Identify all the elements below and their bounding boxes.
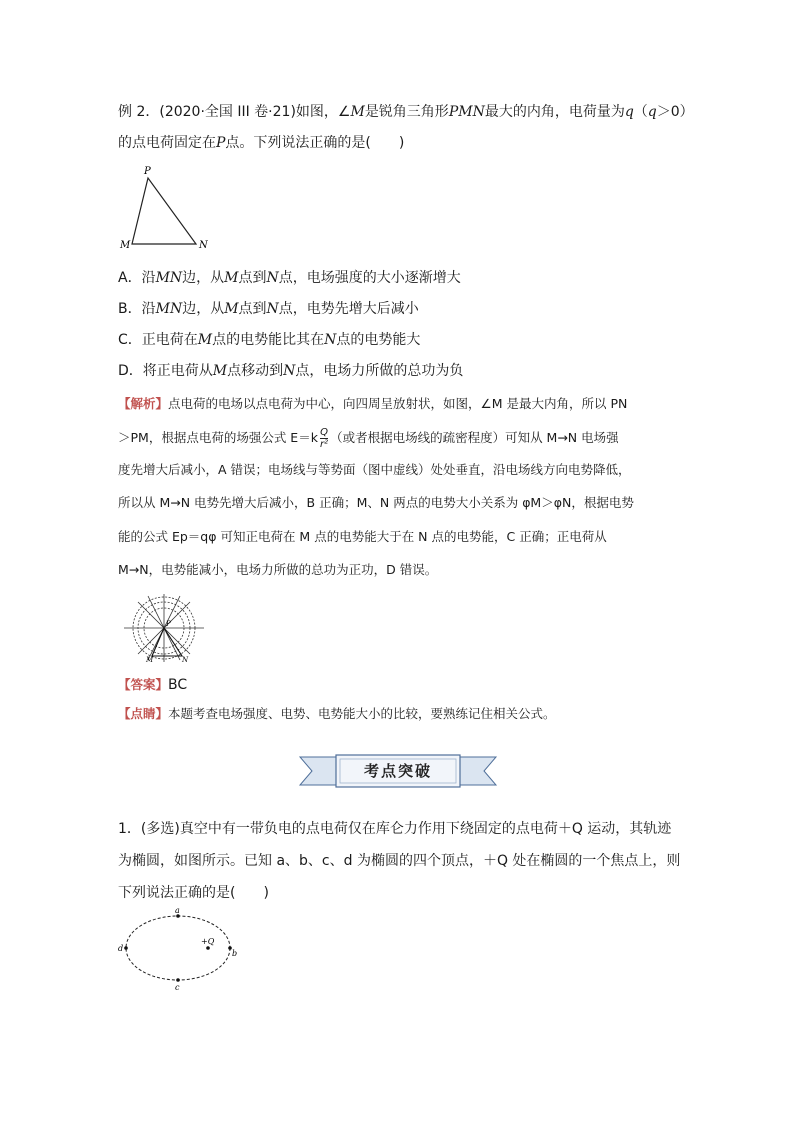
label-M: M [146, 656, 154, 664]
label-M: M [120, 240, 131, 251]
text: 点到 [238, 270, 267, 286]
text: 例 2．(2020·全国 III 卷·21)如图，∠ [118, 104, 351, 120]
var: MN [155, 301, 183, 317]
analysis-line-4: 所以从 M→N 电势先增大后减小，B 正确；M、N 两点的电势大小关系为 φM＞φN，根据电势 [118, 495, 634, 510]
ellipse-orbit-figure [116, 904, 246, 994]
text: 点，电场力所做的总功为负 [295, 363, 464, 379]
question1-line-3: 下列说法正确的是( ) [118, 885, 269, 901]
text: 沿 [141, 270, 156, 286]
label-a: a [175, 906, 180, 915]
text: （ [633, 104, 648, 120]
var-q: q [647, 104, 657, 120]
option-letter: D． [118, 363, 143, 379]
triangle-pmn [132, 178, 196, 244]
text: 本题考查电场强度、电势、电势能大小的比较，要熟练记住相关公式。 [168, 706, 556, 721]
section-banner [298, 753, 498, 789]
label-P: P [144, 166, 151, 177]
text: （或者根据电场线的疏密程度）可知从 M→N 电场强 [330, 430, 619, 445]
var-M: M [350, 104, 365, 120]
var: N [324, 332, 337, 348]
var: M [224, 270, 239, 286]
comment-line [118, 701, 680, 727]
answer-line [118, 671, 680, 699]
var: N [266, 301, 279, 317]
focus-charge [206, 946, 210, 950]
option-c [118, 326, 680, 354]
var: N [283, 363, 296, 379]
text: 边，从 [182, 270, 225, 286]
text: 点的电势能大 [336, 332, 421, 348]
example-line-1 [118, 98, 694, 126]
label-b: b [232, 949, 238, 958]
option-d [118, 357, 680, 385]
var: M [224, 301, 239, 317]
comment-tag: 【点睛】 [118, 706, 169, 721]
label-P: P [166, 620, 171, 628]
example-line-2 [118, 129, 680, 157]
analysis-line-6: M→N，电势能减小，电场力所做的总功为正功，D 错误。 [118, 562, 438, 577]
label-c: c [175, 983, 180, 992]
orbit-ellipse [126, 916, 230, 980]
label-d: d [118, 944, 124, 953]
option-letter: B． [118, 301, 142, 317]
analysis-line-2 [118, 425, 680, 451]
var-q: q [624, 104, 634, 120]
var: M [212, 363, 228, 379]
text: ＞0） [656, 104, 694, 120]
option-b [118, 295, 680, 323]
var: N [266, 270, 279, 286]
text: 点。下列说法正确的是( ) [225, 135, 405, 151]
option-letter: A． [118, 270, 142, 286]
field-line-figure [118, 592, 210, 664]
fraction-denominator: r² [319, 439, 329, 450]
text: 将正电荷从 [142, 363, 213, 379]
option-letter: C． [118, 332, 142, 348]
analysis-line-1 [118, 391, 680, 417]
question1-line-2: 为椭圆，如图所示。已知 a、b、c、d 为椭圆的四个顶点，＋Q 处在椭圆的一个焦点上，则 [118, 853, 681, 869]
var: MN [155, 270, 183, 286]
vertex-d [124, 946, 128, 950]
triangle-figure [116, 164, 216, 254]
option-a [118, 264, 680, 292]
text: 是锐角三角形 [364, 104, 449, 120]
analysis-tag: 【解析】 [118, 396, 169, 411]
text: 的点电荷固定在 [118, 135, 216, 151]
vertex-c [176, 978, 180, 982]
var-PMN: PMN [448, 104, 485, 120]
label-N: N [182, 656, 189, 664]
banner-title: 考点突破 [363, 762, 433, 780]
text: 边，从 [182, 301, 225, 317]
answer-tag: 【答案】 [118, 677, 169, 692]
fraction-numerator: Q [320, 427, 328, 438]
answer-value: BC [168, 677, 188, 693]
label-Q: +Q [201, 937, 215, 946]
text: 正电荷在 [141, 332, 198, 348]
text: 点电荷的电场以点电荷为中心，向四周呈放射状，如图，∠M 是最大内角，所以 PN [168, 396, 628, 411]
text: 点，电势先增大后减小 [278, 301, 419, 317]
var-P: P [216, 135, 226, 151]
label-N: N [199, 240, 208, 251]
text: 沿 [141, 301, 156, 317]
var: M [197, 332, 213, 348]
text: 点移动到 [227, 363, 284, 379]
text: 点到 [238, 301, 267, 317]
text: 最大的内角，电荷量为 [484, 104, 625, 120]
text: 点的电势能比其在 [212, 332, 325, 348]
text: ＞PM，根据点电荷的场强公式 E＝k [118, 430, 318, 445]
analysis-line-3: 度先增大后减小，A 错误；电场线与等势面（图中虚线）处处垂直，沿电场线方向电势降低， [118, 462, 631, 477]
analysis-line-5: 能的公式 Ep＝qφ 可知正电荷在 M 点的电势能大于在 N 点的电势能，C 正确；正电荷从 [118, 529, 607, 544]
fraction [320, 427, 328, 450]
question1-line-1: 1．(多选)真空中有一带负电的点电荷仅在库仑力作用下绕固定的点电荷＋Q 运动，其轨迹 [118, 821, 672, 837]
text: 点，电场强度的大小逐渐增大 [278, 270, 461, 286]
